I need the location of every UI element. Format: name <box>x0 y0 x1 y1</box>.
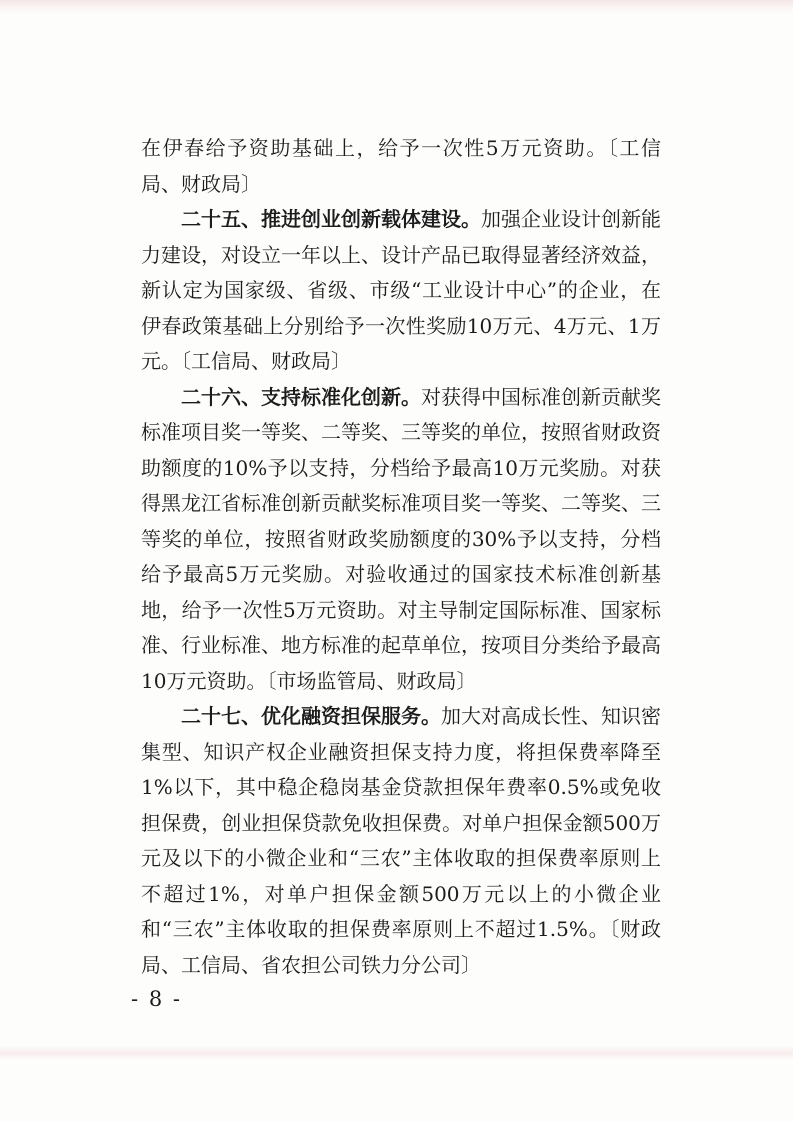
article-heading: 二十七、优化融资担保服务。 <box>181 704 441 728</box>
page-number <box>0 987 793 1011</box>
scan-top-edge <box>0 0 793 14</box>
paragraph-article-26 <box>141 380 661 700</box>
paragraph-text: 对获得中国标准创新贡献奖标准项目奖一等奖、二等奖、三等奖的单位，按照省财政资助额度的10%予以支持，分档给予最高10万元奖励。对获得黑龙江省标准创新贡献奖标准项目奖一等奖、二等奖、三等奖的单位，按照省财政奖励额度的30%予以支持，分档给予最高5万元奖励。对验收通过的国家技术标准创新基地，给予一次性5万元资助。对主导制定国际标准、国家标准、行业标准、地方标准的起草单位，按项目分类给予最高10万元资助。〔市场监管局、财政局〕 <box>141 384 661 693</box>
scan-bottom-edge <box>0 1046 793 1060</box>
paragraph-text: 加强企业设计创新能力建设，对设立一年以上、设计产品已取得显著经济效益，新认定为国家级、省级、市级“工业设计中心”的企业，在伊春政策基础上分别给予一次性奖励10万元、4万元、1万元。〔工信局、财政局〕 <box>141 207 661 373</box>
paragraph-article-27 <box>141 699 661 983</box>
article-heading: 二十五、推进创业创新载体建设。 <box>181 207 481 231</box>
page-number-text: - 8 - <box>131 987 182 1011</box>
paragraph-article-25 <box>141 202 661 380</box>
paragraph-text: 在伊春给予资助基础上，给予一次性5万元资助。〔工信局、财政局〕 <box>141 136 661 196</box>
document-body <box>141 131 661 983</box>
paragraph-text: 加大对高成长性、知识密集型、知识产权企业融资担保支持力度，将担保费率降至1%以下，其中稳企稳岗基金贷款担保年费率0.5%或免收担保费，创业担保贷款免收担保费。对单户担保金额500万元及以下的小微企业和“三农”主体收取的担保费率原则上不超过1%，对单户担保金额500万元以上的小微企业和“三农”主体收取的担保费率原则上不超过1.5%。〔财政局、工信局、省农担公司铁力分公司〕 <box>141 704 661 977</box>
article-heading: 二十六、支持标准化创新。 <box>181 384 421 409</box>
paragraph-continuation <box>141 131 661 202</box>
